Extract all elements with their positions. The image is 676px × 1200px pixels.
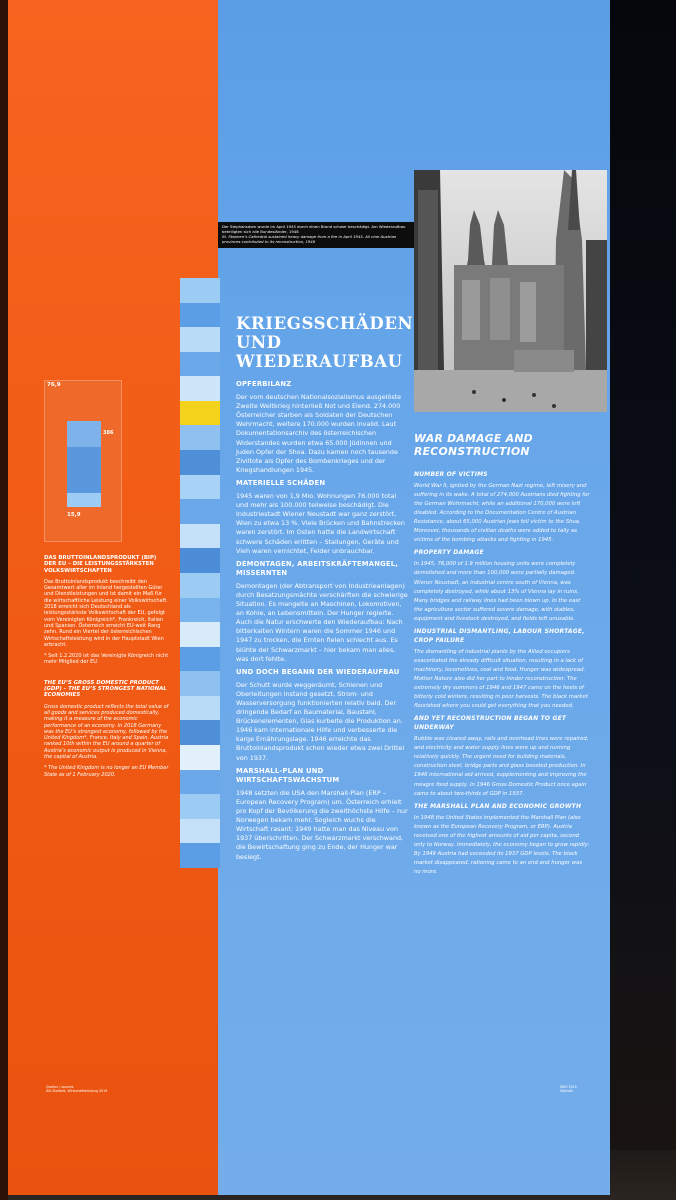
stripe-segment — [180, 352, 220, 377]
title-de-line3: WIEDERAUFBAU — [236, 352, 403, 371]
source-right-line2: Statistik — [560, 1089, 574, 1093]
stripe-segment — [180, 770, 220, 795]
stripe-segment — [180, 696, 220, 721]
photo-caption — [218, 222, 414, 248]
en-heading-property: PROPERTY DAMAGE — [414, 549, 484, 557]
chart-bar-bottom — [67, 493, 101, 507]
stripe-segment — [180, 647, 220, 672]
stripe-segment — [180, 745, 220, 770]
source-note-left — [46, 1085, 107, 1093]
stripe-segment — [180, 573, 220, 598]
de-heading-demontagen: DEMONTAGEN, ARBEITSKRÄFTEMANGEL, MISSERNTEN — [236, 559, 399, 577]
stripe-segment — [180, 598, 220, 623]
de-body-marshall: 1948 setzten die USA den Marshall-Plan (ERP – European Recovery Program) um. Österreich erhielt pro Kopf der Bevölkerung die zweithöchste Hilfe – nur Norwegen bekam mehr. Sogleich wuchs die Wirtschaft rasant: 1949 hatte man das Niveau von 1937 überschritten. Der Schwarzmarkt verschwand, die Bewirtschaftung ging zu Ende, der Hunger war besiegt. — [236, 788, 408, 861]
source-left-line2: IHS-Statistik, Wirtschaftsleistung 2019 — [46, 1089, 108, 1093]
cathedral-photo — [414, 170, 607, 412]
stripe-segment — [180, 499, 220, 524]
title-de-line2: UND — [236, 333, 282, 352]
en-heading-dismantling: INDUSTRIAL DISMANTLING, LABOUR SHORTAGE, CROP FAILURE — [414, 627, 585, 644]
de-heading-opferbilanz: OPFERBILANZ — [236, 380, 292, 388]
stripe-segment — [180, 794, 220, 819]
chart-bar-top — [67, 421, 101, 447]
stripe-segment — [180, 401, 220, 426]
de-body-wiederaufbau: Der Schutt wurde weggeräumt, Schienen und Oberleitungen instand gesetzt, Strom- und Wasserversorgung funktionierten relativ bald. Der dringende Bedarf an Baumaterial, Baustahl, Brückenelementen, Glas kurbelte die Produktion an. 1946 kam internationale Hilfe und verbesserte die karge Ernährungslage. 1946 erreichte das Bruttoinlandsprodukt schon wieder etwa zwei Drittel von 1937. — [236, 680, 405, 762]
stripe-segment — [180, 671, 220, 696]
en-heading-reconstruction: AND YET RECONSTRUCTION BEGAN TO GET UNDERWAY — [414, 715, 567, 732]
stripe-segment — [180, 622, 220, 647]
caption-en: St. Stephen’s Cathedral sustained heavy damage from a fire in April 1945. All nine Austrian provinces contributed to its reconstruction, 1948 — [222, 234, 397, 244]
chart-bottom-value: 15,9 — [67, 512, 81, 518]
gdp-body-en: Gross domestic product reflects the total value of all goods and services produced domestically, making it a measure of the economic performance of an economy. In 2018 Germany was the EU’s strongest economy, followed by the United Kingdom*, France, Italy and Spain. Austria ranked 10th within the EU around a quarter of Austria’s economic output is produced in Vienna, the capital of Austria. — [44, 703, 169, 761]
title-en-line1: WAR DAMAGE AND — [414, 432, 533, 445]
stripe-segment — [180, 524, 220, 549]
en-body-reconstruction: Rubble was cleared away, rails and overhead lines were repaired, and electricity and water supply lines were up and running relatively quickly. The urgent need for building materials, construction steel, bridge parts and glass boosted production. In 1946 international aid arrived, supplementing and improving the meagre food supply. In 1946 Gross Domestic Product once again came to about two-thirds of GDP in 1937. — [414, 736, 589, 797]
stripe-segment — [180, 843, 220, 868]
en-heading-marshall: THE MARSHALL PLAN AND ECONOMIC GROWTH — [414, 802, 582, 810]
panel-edge — [0, 0, 8, 1200]
en-body-property: In 1945, 76,000 of 1.9 million housing units were completely demolished and more than 100,000 were partially damaged. Wiener Neustadt, an industrial centre south of Vienna, was completely destroyed, while about 13% of Vienna lay in ruins. Many bridges and railway lines had been blown up. In the east the agriculture sector suffered severe damage, with stables, equipment and livestock destroyed, and fields left unusable. — [414, 561, 581, 622]
gdp-body-de: Das Bruttoinlandsprodukt beschreibt den Gesamtwert aller im Inland hergestellten Güter und Dienstleistungen und ist damit ein Maß für die wirtschaftliche Leistung einer Volkswirtschaft. 2018 erreicht sich Deutschland als leistungsstärkste Volkswirtschaft der EU, gefolgt vom Vereinigten Königreich*, Frankreich, Italien und Spanien. Österreich erreicht EU-weit Rang zehn. Rund ein Viertel der österreichischen Wirtschaftsleistung wird in der Hauptstadt Wien erbracht. — [44, 578, 168, 648]
gdp-note-en: * The United Kingdom is no longer an EU Member State as of 1 February 2020. — [44, 765, 169, 778]
stripe-segment — [180, 303, 220, 328]
german-text-column — [236, 380, 408, 866]
chart-bar-middle — [67, 447, 101, 493]
stripe-segment — [180, 819, 220, 844]
stripe-segment — [180, 450, 220, 475]
stripe-segment — [180, 376, 220, 401]
stripe-segment — [180, 327, 220, 352]
gdp-heading-de: DAS BRUTTOINLANDSPRODUKT (BIP) DER EU – DIE LEISTUNGSSTÄRKSTEN VOLKSWIRTSCHAFTEN — [44, 555, 157, 574]
night-background — [606, 0, 676, 1200]
stripe-segment — [180, 548, 220, 573]
de-heading-wiederaufbau: UND DOCH BEGANN DER WIEDERAUFBAU — [236, 667, 400, 676]
source-right-line1: WKO 2019 — [560, 1085, 577, 1089]
chart-mid-value: 386 — [103, 430, 114, 436]
en-body-marshall: In 1948 the United States implemented the Marshall Plan (also known as the European Recovery Program, or ERP). Austria received one of the highest amounts of aid per capita, second only to Norway. Immediately, the economy began to grow rapidly: By 1949 Austria had exceeded its 1937 GDP levels. The black market disappeared, rationing came to an end and hunger was no more. — [414, 814, 590, 875]
source-left-line1: Quellen / sources — [46, 1085, 74, 1089]
en-body-victims: World War II, ignited by the German Nazi regime, left misery and suffering in its wake. A total of 274,000 Austrians died fighting for the German Wehrmacht, while an additional 170,000 were left disabled. According to the Documentation Centre of Austrian Resistance, about 65,000 Austrian Jews fell victim to the Shoa. Moreover, thousands of civilian deaths were added to tally as victims of the bombing attacks and fighting in 1945. — [414, 483, 590, 544]
de-body-opferbilanz: Der vom deutschen Nationalsozialismus ausgelöste Zweite Weltkrieg hinterließ Not und Elend. 274.000 Österreicher starben als Soldaten der Deutschen Wehrmacht, weitere 170.000 wurden invalid. Laut Dokumentationsarchiv des österreichischen Widerstandes wurden etwa 65.000 Jüdinnen und Juden Opfer der Shoa. Dazu kamen noch tausende Ziviltote als Opfer des Bombenkrieges und der Kriegshandlungen 1945. — [236, 393, 402, 474]
cathedral-ruins-image — [414, 170, 607, 412]
stripe-segment — [180, 720, 220, 745]
source-note-right — [560, 1085, 577, 1093]
de-body-demontagen: Demontagen (der Abtransport von Industrieanlagen) durch Besatzungsmächte verschärften die schwierige Situation. Es mangelte an Maschinen, Lokomotiven, an Kohle, an Lebensmitteln. Der Hunger regierte. Auch die Natur erschwerte den Wiederaufbau: Nach bitterkalten Wintern waren die Sommer 1946 und 1947 zu trocken, die Ernten fielen schlecht aus. Es blühte der Schwarzmarkt – hier bekam man alles, was dort fehlte. — [236, 581, 408, 663]
english-text-column — [414, 470, 590, 880]
de-heading-materielle: MATERIELLE SCHÄDEN — [236, 478, 326, 487]
gdp-note-de: * Seit 1.2.2020 ist das Vereinigte Königreich nicht mehr Mitglied der EU. — [44, 653, 169, 666]
gdp-chart-box — [44, 380, 122, 542]
de-body-materielle: 1945 waren von 1,9 Mio. Wohnungen 76.000 total und mehr als 100.000 teilweise beschädigt. Die Industriestadt Wiener Neustadt war ganz zerstört, Wien zu etwa 13 %. Viele Brücken und Bahnstrecken waren zerstört. Im Osten hatte die Landwirtschaft schwere Schäden erlitten – Stallungen, Geräte und Vieh waren vernichtet, Felder unbrauchbar. — [236, 492, 405, 555]
title-de-line1: KRIEGSSCHÄDEN — [236, 314, 414, 333]
title-en-line2: RECONSTRUCTION — [414, 445, 530, 458]
gdp-heading-en: THE EU’S GROSS DOMESTIC PRODUCT (GDP) – THE EU’S STRONGEST NATIONAL ECONOMIES — [44, 679, 167, 699]
stripe-segment — [180, 475, 220, 500]
title-english — [414, 432, 533, 458]
stripe-segment — [180, 278, 220, 303]
en-body-dismantling: The dismantling of industrial plants by the Allied occupiers exacerbated the already difficult situation, resulting in a lack of machinery, locomotives, coal and food. Hunger was widespread. Mother Nature also did her part to hinder reconstruction: The extremely dry summers of 1946 and 1947 came on the heels of bitterly cold winters, resulting in poor harvests. The black market flourished where you could get everything that you needed. — [414, 648, 588, 710]
stripe-segment — [180, 425, 220, 450]
caption-de: Der Stephansdom wurde im April 1945 durch einen Brand schwer beschädigt. Am Wiederaufbau beteiligten sich alle Bundesländer, 1948 — [222, 224, 406, 234]
gdp-info-text — [44, 555, 170, 783]
de-heading-marshall: MARSHALL-PLAN UND WIRTSCHAFTSWACHSTUM — [236, 766, 340, 784]
title-german — [236, 314, 413, 371]
chart-top-value: 76,9 — [47, 382, 61, 388]
gdp-stripe-bar — [180, 278, 220, 868]
en-heading-victims: NUMBER OF VICTIMS — [414, 471, 488, 478]
